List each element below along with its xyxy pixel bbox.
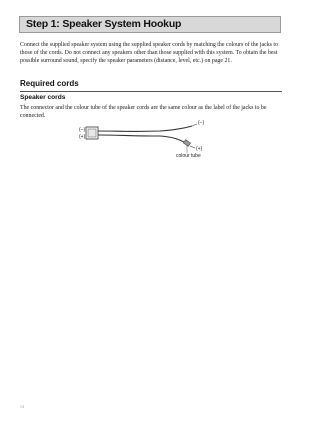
left-plus-label: (+) [79, 134, 86, 140]
subsection-title: Speaker cords [20, 94, 66, 101]
step-heading-box [19, 16, 281, 33]
cord-upper [98, 126, 192, 131]
cord-lower [98, 135, 188, 144]
section-divider [20, 91, 282, 92]
intro-paragraph: Connect the supplied speaker system using the supplied speaker cords by matching the colours of the jacks to those of the cords. Do not connect any speakers other than those supplied with this system. To obtain the best possible surround sound, specify the speaker parameters (distance, level, etc.) on page 21. [20, 42, 278, 65]
left-minus-label: (–) [79, 127, 86, 133]
right-minus-label: (–) [198, 120, 205, 126]
page-number: 14 [20, 404, 24, 409]
step-heading: Step 1: Speaker System Hookup [26, 18, 182, 30]
right-plus-label: (+) [196, 146, 203, 152]
section-title: Required cords [20, 79, 79, 88]
speaker-cord-figure [80, 122, 220, 162]
colour-tube-caption: colour tube [176, 153, 201, 159]
subsection-body: The connector and the colour tube of the speaker cords are the same colour as the label of the jacks to be connected. [20, 105, 267, 120]
